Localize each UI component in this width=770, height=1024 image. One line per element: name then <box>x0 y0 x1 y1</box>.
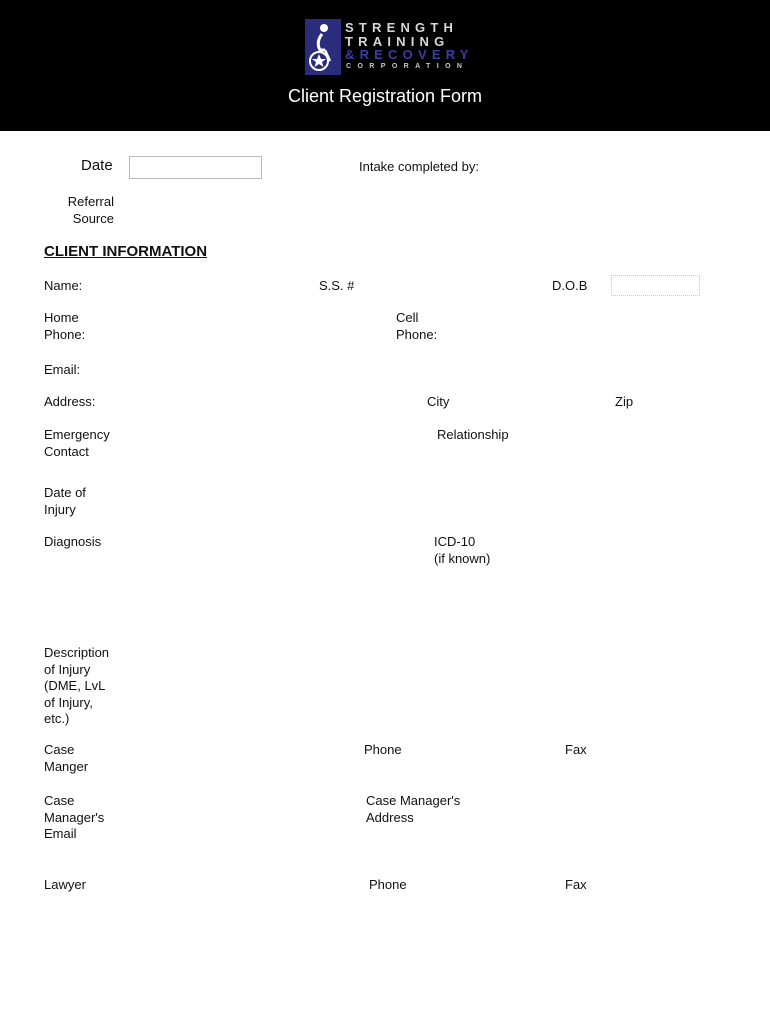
email-label: Email: <box>44 362 81 377</box>
lawyer-label: Lawyer <box>44 877 86 892</box>
logo-line-3: &RECOVERY <box>345 47 474 62</box>
case-manager-fax-label: Fax <box>565 742 587 757</box>
case-manager-address-label: Case Manager's Address <box>366 793 461 825</box>
date-of-injury-label: Date of Injury <box>44 485 86 517</box>
section-title: CLIENT INFORMATION <box>44 243 208 260</box>
cell-phone-label: Cell Phone: <box>396 310 438 342</box>
city-label: City <box>427 394 450 409</box>
date-label: Date <box>81 157 113 174</box>
company-logo <box>305 19 474 75</box>
diagnosis-label: Diagnosis <box>44 534 102 549</box>
ss-label: S.S. # <box>319 278 355 293</box>
wheelchair-logo-icon <box>305 19 341 75</box>
dob-field[interactable] <box>611 275 700 296</box>
case-manager-email-label: Case Manager's Email <box>44 793 105 841</box>
page-title: Client Registration Form <box>287 86 483 106</box>
zip-label: Zip <box>615 394 634 409</box>
lawyer-fax-label: Fax <box>565 877 587 892</box>
relationship-label: Relationship <box>437 427 509 442</box>
intake-completed-label: Intake completed by: <box>359 159 479 174</box>
icd10-label: ICD-10 (if known) <box>434 534 491 566</box>
logo-line-4: CORPORATION <box>346 62 469 70</box>
lawyer-phone-label: Phone <box>369 877 407 892</box>
description-of-injury-label: Description of Injury (DME, LvL of Injury, etc.) <box>44 645 110 726</box>
date-field[interactable] <box>129 156 262 179</box>
address-label: Address: <box>44 394 96 409</box>
home-phone-label: Home Phone: <box>44 310 86 342</box>
emergency-contact-label: Emergency Contact <box>44 427 110 459</box>
case-manager-label: Case Manger <box>44 742 89 774</box>
dob-label: D.O.B <box>552 278 588 293</box>
case-manager-phone-label: Phone <box>364 742 402 757</box>
logo-line-1: STRENGTH <box>345 20 459 35</box>
form-header <box>0 0 770 131</box>
name-label: Name: <box>44 278 83 293</box>
logo-line-2: TRAINING <box>345 33 450 49</box>
referral-source-label: Referral Source <box>67 194 114 226</box>
